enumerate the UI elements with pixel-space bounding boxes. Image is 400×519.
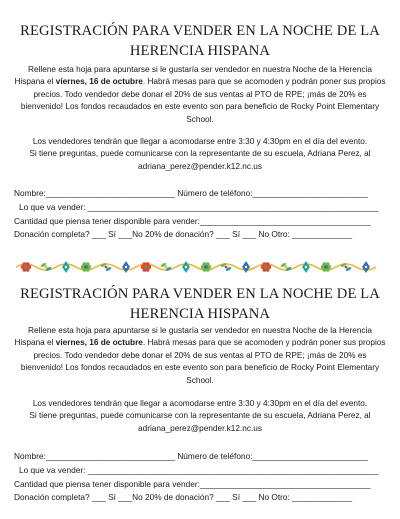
form-title bbox=[0, 284, 400, 324]
arrival-info bbox=[12, 136, 388, 173]
arrival-line-1: Los vendedores tendrán que llegar a acomodarse entre 3:30 y 4:30pm en el día del evento. bbox=[32, 137, 368, 146]
arrival-line-1: Los vendedores tendrán que llegar a acomodarse entre 3:30 y 4:30pm en el día del evento. bbox=[32, 399, 368, 408]
title-line-1: REGISTRACIÓN PARA VENDER EN LA NOCHE DE LA bbox=[20, 286, 380, 302]
contact-email[interactable]: adriana_perez@pender.k12.nc.us bbox=[138, 161, 262, 171]
intro-text-end: . Habrá mesas para que se acomoden y podrán poner sus propios precios. Todo vendedor debe donar el 20% de sus ventas al PTO de RPE; ¡más de 20% es bienvenido! Los fondos recaudados en este evento son para beneficio de Rocky Point Elementary School. bbox=[20, 338, 386, 385]
folk-art-floral-border-icon bbox=[14, 259, 386, 275]
arrival-line-2: Si tiene preguntas, puede comunicarse con la representante de su escuela, Adriana Perez, al bbox=[29, 149, 371, 159]
event-date: viernes, 16 de octubre bbox=[55, 77, 143, 87]
title-line-2: HERENCIA HISPANA bbox=[129, 306, 271, 322]
item-to-sell-field[interactable]: Lo que va vender: _______________________________________________________________ bbox=[19, 465, 379, 475]
intro-paragraph bbox=[12, 64, 388, 126]
name-phone-field[interactable]: Nombre:____________________________ Número de teléfono:_________________________ bbox=[14, 188, 368, 198]
quantity-field[interactable]: Cantidad que piensa tener disponible para vender:_____________________________________ bbox=[14, 479, 371, 489]
event-date: viernes, 16 de octubre bbox=[55, 338, 143, 348]
intro-text-start: Rellene esta hoja para apuntarse si le gustaría ser vendedor en nuestra Noche de la Herencia Hispana el bbox=[14, 326, 372, 348]
title-line-2: HERENCIA HISPANA bbox=[129, 43, 271, 59]
donation-field[interactable]: Donación completa? ___ Sí ___No 20% de donación? ___ Sí ___ No Otro: _____________ bbox=[14, 492, 353, 502]
arrival-line-2: Si tiene preguntas, puede comunicarse con la representante de su escuela, Adriana Perez, al bbox=[29, 411, 371, 421]
intro-text-start: Rellene esta hoja para apuntarse si le gustaría ser vendedor en nuestra Noche de la Herencia Hispana el bbox=[14, 65, 372, 87]
title-line-1: REGISTRACIÓN PARA VENDER EN LA NOCHE DE LA bbox=[20, 23, 380, 39]
quantity-field[interactable]: Cantidad que piensa tener disponible para vender:_____________________________________ bbox=[14, 216, 371, 226]
contact-email[interactable]: adriana_perez@pender.k12.nc.us bbox=[138, 423, 262, 433]
arrival-info bbox=[12, 398, 388, 435]
form-title bbox=[0, 21, 400, 61]
name-phone-field[interactable]: Nombre:____________________________ Número de teléfono:_________________________ bbox=[14, 451, 368, 461]
donation-field[interactable]: Donación completa? ___ Sí ___No 20% de donación? ___ Sí ___ No Otro: _____________ bbox=[14, 229, 353, 239]
intro-text-end: . Habrá mesas para que se acomoden y podrán poner sus propios precios. Todo vendedor debe donar el 20% de sus ventas al PTO de RPE; ¡más de 20% es bienvenido! Los fondos recaudados en este evento son para beneficio de Rocky Point Elementary School. bbox=[20, 77, 386, 124]
item-to-sell-field[interactable]: Lo que va vender: _______________________________________________________________ bbox=[19, 202, 379, 212]
intro-paragraph bbox=[12, 325, 388, 387]
